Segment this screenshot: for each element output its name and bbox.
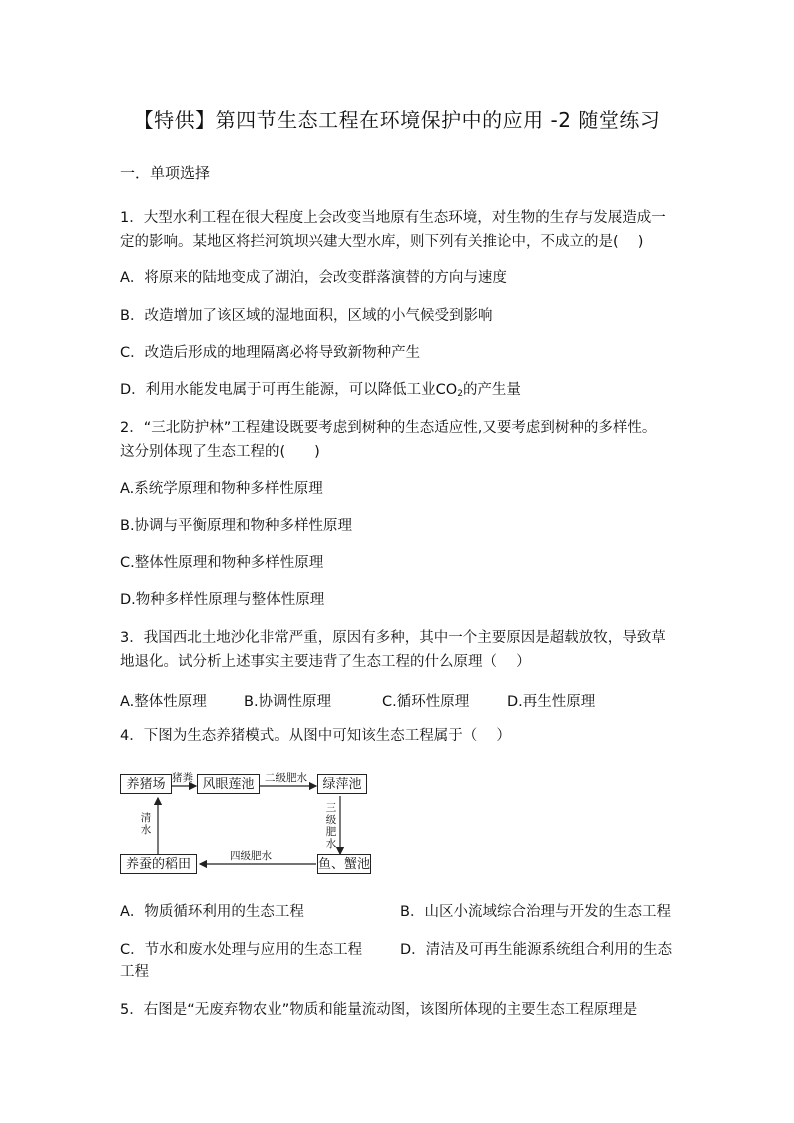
q1-stem-line1: 1．大型水利工程在很大程度上会改变当地原有生态环境，对生物的生存与发展造成一 bbox=[120, 210, 666, 226]
label-second-fertilizer: 二级肥水 bbox=[265, 772, 307, 784]
label-clean-water: 清水 bbox=[140, 812, 152, 836]
q2-stem-line2: 这分别体现了生态工程的( ) bbox=[120, 444, 320, 460]
label-pig-manure: 猪粪 bbox=[172, 772, 193, 784]
q5-stem: 5．右图是“无废弃物农业”物质和能量流动图，该图所体现的主要生态工程原理是 bbox=[120, 1002, 638, 1018]
q1-option-d bbox=[120, 378, 680, 406]
q1-option-a: A．将原来的陆地变成了湖泊，会改变群落演替的方向与速度 bbox=[120, 270, 507, 286]
q3-option-c: C.循环性原理 bbox=[382, 694, 470, 710]
q1-option-c: C．改造后形成的地理隔离必将导致新物种产生 bbox=[120, 345, 421, 361]
label-third-fertilizer: 三级肥水 bbox=[325, 802, 337, 850]
q1-option-d-post: 的产生量 bbox=[462, 382, 521, 398]
q2-option-a: A.系统学原理和物种多样性原理 bbox=[120, 481, 323, 497]
box-fish-crab-pond: 鱼、蟹池 bbox=[317, 854, 371, 874]
q3-stem-line2: 地退化。试分析上述事实主要违背了生态工程的什么原理（ ） bbox=[120, 654, 531, 670]
q4-option-a: A．物质循环利用的生态工程 bbox=[120, 904, 304, 920]
q4-option-d: D．清洁及可再生能源系统组合利用的生态 bbox=[400, 942, 673, 958]
q1-option-d-pre: D．利用水能发电属于可再生能源，可以降低工业CO bbox=[120, 382, 458, 398]
q1-option-b: B．改造增加了该区域的湿地面积，区域的小气候受到影响 bbox=[120, 308, 493, 324]
q3-stem-line1: 3．我国西北土地沙化非常严重，原因有多种，其中一个主要原因是超载放牧，导致草 bbox=[120, 630, 666, 646]
q3-option-b: B.协调性原理 bbox=[244, 694, 332, 710]
q2-option-d: D.物种多样性原理与整体性原理 bbox=[120, 592, 325, 608]
q4-stem: 4．下图为生态养猪模式。从图中可知该生态工程属于（ ） bbox=[120, 728, 511, 744]
q1-option-d-sub: 2 bbox=[457, 389, 463, 399]
section-heading: 一．单项选择 bbox=[120, 164, 211, 182]
q3-option-d: D.再生性原理 bbox=[507, 694, 596, 710]
q4-option-c: C．节水和废水处理与应用的生态工程 bbox=[120, 942, 363, 958]
box-silkworm-paddy: 养蚕的稻田 bbox=[120, 854, 197, 874]
q4-option-d-cont: 工程 bbox=[120, 964, 149, 980]
q2-option-c: C.整体性原理和物种多样性原理 bbox=[120, 555, 324, 571]
q2-stem-line1: 2．“三北防护林”工程建设既要考虑到树种的生态适应性,又要考虑到树种的多样性。 bbox=[120, 420, 657, 436]
box-lotus-pond: 风眼莲池 bbox=[197, 774, 260, 794]
q2-option-b: B.协调与平衡原理和物种多样性原理 bbox=[120, 518, 353, 534]
q1-stem-line2: 定的影响。某地区将拦河筑坝兴建大型水库，则下列有关推论中，不成立的是( ) bbox=[120, 234, 644, 250]
eco-pig-farming-diagram bbox=[120, 764, 370, 880]
q3-option-a: A.整体性原理 bbox=[120, 694, 207, 710]
box-duckweed-pond: 绿萍池 bbox=[317, 774, 367, 794]
box-pig-farm: 养猪场 bbox=[120, 774, 172, 794]
label-fourth-fertilizer: 四级肥水 bbox=[230, 850, 272, 862]
page-title: 【特供】第四节生态工程在环境保护中的应用 -2 随堂练习 bbox=[133, 108, 661, 132]
q4-option-b: B．山区小流域综合治理与开发的生态工程 bbox=[400, 904, 671, 920]
